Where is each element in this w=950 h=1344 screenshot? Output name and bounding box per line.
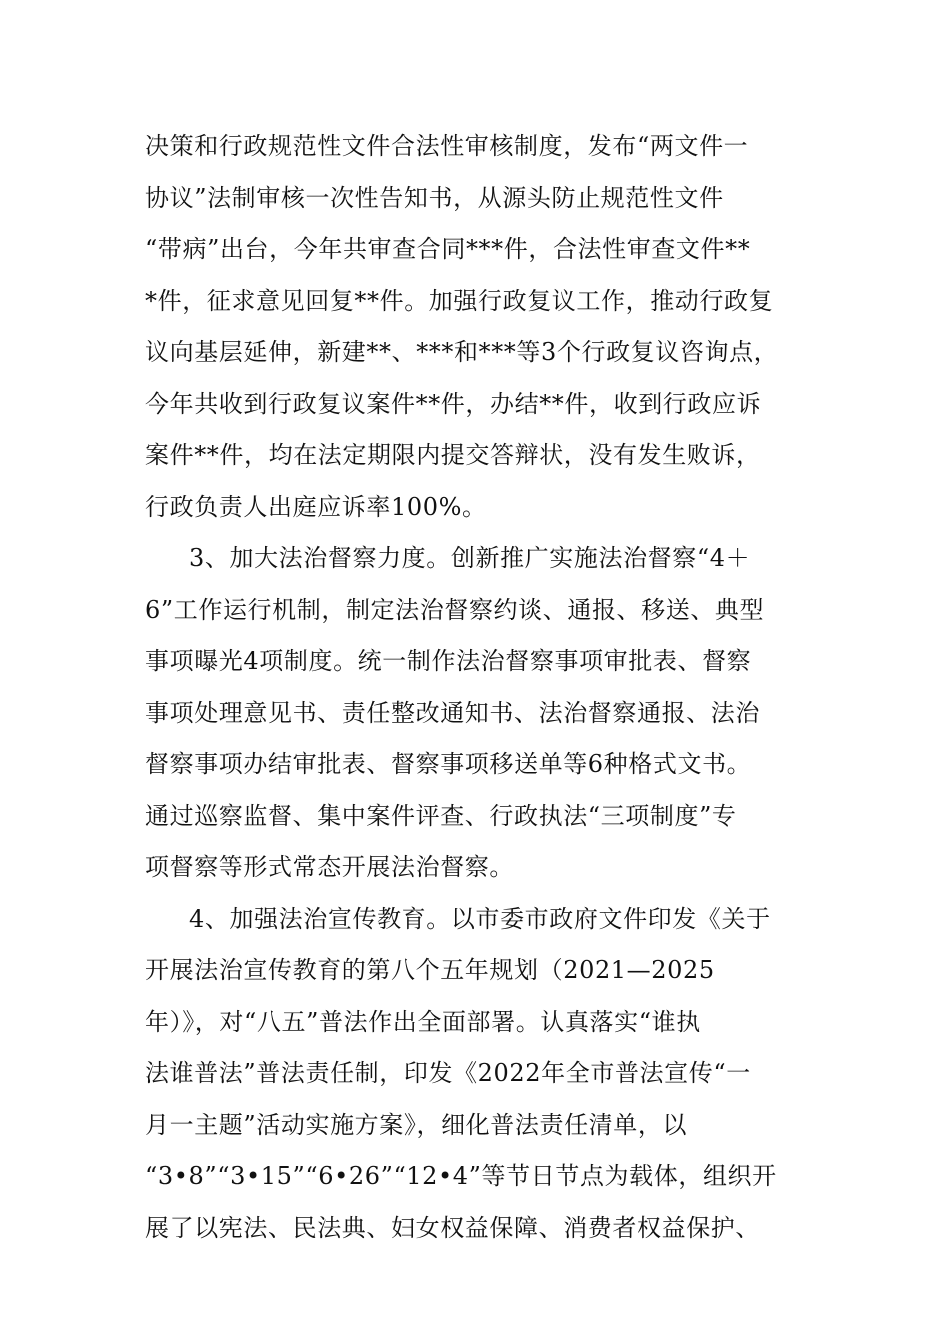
- section-heading-line: 3、加大法治督察力度。创新推广实施法治督察“4＋: [189, 544, 751, 572]
- text-line: 事项处理意见书、责任整改通知书、法治督察通报、法治: [145, 698, 760, 727]
- text-line: *件，征求意见回复**件。加强行政复议工作，推动行政复: [145, 286, 774, 315]
- text-line: 开展法治宣传教育的第八个五年规划（2021—2025: [145, 956, 715, 984]
- text-line: 协议”法制审核一次性告知书，从源头防止规范性文件: [145, 183, 724, 212]
- text-line: 案件**件，均在法定期限内提交答辩状，没有发生败诉，: [145, 441, 761, 469]
- text-line: 行政负责人出庭应诉率100%。: [145, 492, 487, 521]
- text-line: 展了以宪法、民法典、妇女权益保障、消费者权益保护、: [145, 1213, 760, 1242]
- text-line: 6”工作运行机制，制定法治督察约谈、通报、移送、典型: [145, 595, 765, 624]
- text-line: 项督察等形式常态开展法治督察。: [145, 853, 514, 881]
- text-line: 通过巡察监督、集中案件评查、行政执法“三项制度”专: [145, 801, 737, 830]
- text-line: 督察事项办结审批表、督察事项移送单等6种格式文书。: [145, 750, 752, 778]
- text-line: 事项曝光4项制度。统一制作法治督察事项审批表、督察: [145, 647, 752, 675]
- text-line: “3•8”“3•15”“6•26”“12•4”等节日节点为载体，组织开: [145, 1162, 777, 1190]
- text-line: 决策和行政规范性文件合法性审核制度，发布“两文件一: [145, 132, 749, 160]
- text-line: 年）》，对“八五”普法作出全面部署。认真落实“谁执: [145, 1007, 701, 1036]
- text-line: 今年共收到行政复议案件**件，办结**件，收到行政应诉: [145, 389, 762, 418]
- text-line: 法谁普法”普法责任制，印发《2022年全市普法宣传“一: [145, 1059, 751, 1087]
- text-line: 月一主题”活动实施方案》，细化普法责任清单，以: [145, 1110, 688, 1139]
- body-text: [145, 121, 805, 1254]
- text-line: 议向基层延伸，新建**、***和***等3个行政复议咨询点，: [145, 338, 779, 366]
- section-heading-line: 4、加强法治宣传教育。以市委市政府文件印发《关于: [189, 904, 771, 933]
- text-line: “带病”出台，今年共审查合同***件，合法性审查文件**: [145, 235, 751, 263]
